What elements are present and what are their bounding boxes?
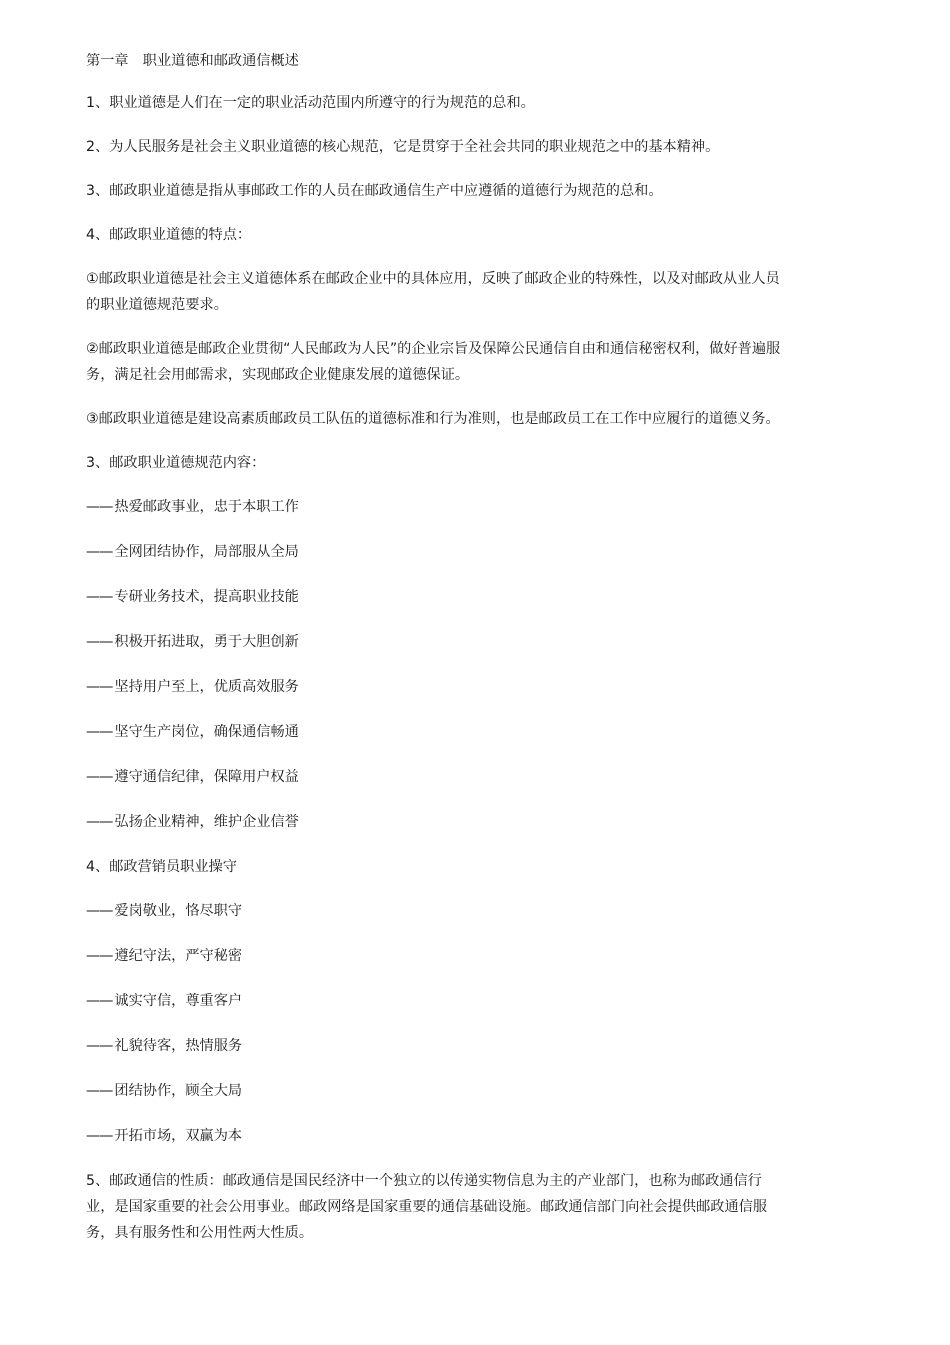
- dash-prefix: ——: [86, 948, 113, 964]
- list-item: [86, 764, 786, 790]
- dash-prefix: ——: [86, 544, 113, 560]
- list-item: [86, 629, 786, 655]
- dash-prefix: ——: [86, 679, 113, 695]
- list-item-text: 全网团结协作，局部服从全局: [114, 544, 299, 560]
- dash-prefix: ——: [86, 724, 113, 740]
- paragraph-4-item-3: ③邮政职业道德是建设高素质邮政员工队伍的道德标准和行为准则，也是邮政员工在工作中应履行的道德义务。: [86, 411, 780, 427]
- paragraph-3: 3、邮政职业道德是指从事邮政工作的人员在邮政通信生产中应遵循的道德行为规范的总和。: [86, 183, 663, 199]
- dash-prefix: ——: [86, 1038, 113, 1054]
- dash-prefix: ——: [86, 499, 113, 515]
- norms-heading: 3、邮政职业道德规范内容：: [86, 455, 266, 471]
- norms-list: [86, 494, 786, 835]
- list-item: [86, 1033, 786, 1059]
- list-item-text: 爱岗敬业，恪尽职守: [114, 903, 243, 919]
- list-item-text: 坚守生产岗位，确保通信畅通: [114, 724, 299, 740]
- list-item-text: 诚实守信，尊重客户: [114, 993, 243, 1009]
- dash-prefix: ——: [86, 903, 113, 919]
- list-item: [86, 988, 786, 1014]
- dash-prefix: ——: [86, 814, 113, 830]
- document-page: [86, 48, 786, 1246]
- list-item: [86, 809, 786, 835]
- list-item-text: 遵守通信纪律，保障用户权益: [114, 769, 299, 785]
- list-item: [86, 1078, 786, 1104]
- list-item: [86, 584, 786, 610]
- list-item: [86, 943, 786, 969]
- paragraph-4-item-2: ②邮政职业道德是邮政企业贯彻“人民邮政为人民”的企业宗旨及保障公民通信自由和通信秘密权利，做好普遍服务，满足社会用邮需求，实现邮政企业健康发展的道德保证。: [86, 341, 781, 383]
- list-item: [86, 539, 786, 565]
- list-item-text: 遵纪守法，严守秘密: [114, 948, 243, 964]
- sales-list: [86, 898, 786, 1149]
- dash-prefix: ——: [86, 993, 113, 1009]
- paragraph-4-heading: 4、邮政职业道德的特点：: [86, 227, 252, 243]
- list-item: [86, 898, 786, 924]
- chapter-title: 第一章 职业道德和邮政通信概述: [86, 53, 299, 69]
- list-item-text: 开拓市场，双赢为本: [114, 1128, 243, 1144]
- list-item: [86, 719, 786, 745]
- list-item-text: 专研业务技术，提高职业技能: [114, 589, 299, 605]
- list-item-text: 礼貌待客，热情服务: [114, 1038, 243, 1054]
- list-item: [86, 494, 786, 520]
- list-item-text: 坚持用户至上，优质高效服务: [114, 679, 299, 695]
- paragraph-4-item-1: ①邮政职业道德是社会主义道德体系在邮政企业中的具体应用，反映了邮政企业的特殊性，以及对邮政从业人员的职业道德规范要求。: [86, 271, 780, 313]
- list-item-text: 团结协作，顾全大局: [114, 1083, 243, 1099]
- list-item: [86, 674, 786, 700]
- list-item-text: 热爱邮政事业，忠于本职工作: [114, 499, 299, 515]
- paragraph-1: 1、职业道德是人们在一定的职业活动范围内所遵守的行为规范的总和。: [86, 95, 535, 111]
- list-item-text: 积极开拓进取，勇于大胆创新: [114, 634, 299, 650]
- sales-heading: 4、邮政营销员职业操守: [86, 859, 237, 875]
- dash-prefix: ——: [86, 1128, 113, 1144]
- dash-prefix: ——: [86, 589, 113, 605]
- dash-prefix: ——: [86, 634, 113, 650]
- list-item-text: 弘扬企业精神，维护企业信誉: [114, 814, 299, 830]
- list-item: [86, 1123, 786, 1149]
- dash-prefix: ——: [86, 1083, 113, 1099]
- dash-prefix: ——: [86, 769, 113, 785]
- paragraph-5: 5、邮政通信的性质：邮政通信是国民经济中一个独立的以传递实物信息为主的产业部门，也称为邮政通信行业，是国家重要的社会公用事业。邮政网络是国家重要的通信基础设施。邮政通信部门向社会提供邮政通信服务，具有服务性和公用性两大性质。: [86, 1173, 768, 1241]
- paragraph-2: 2、为人民服务是社会主义职业道德的核心规范，它是贯穿于全社会共同的职业规范之中的基本精神。: [86, 139, 720, 155]
